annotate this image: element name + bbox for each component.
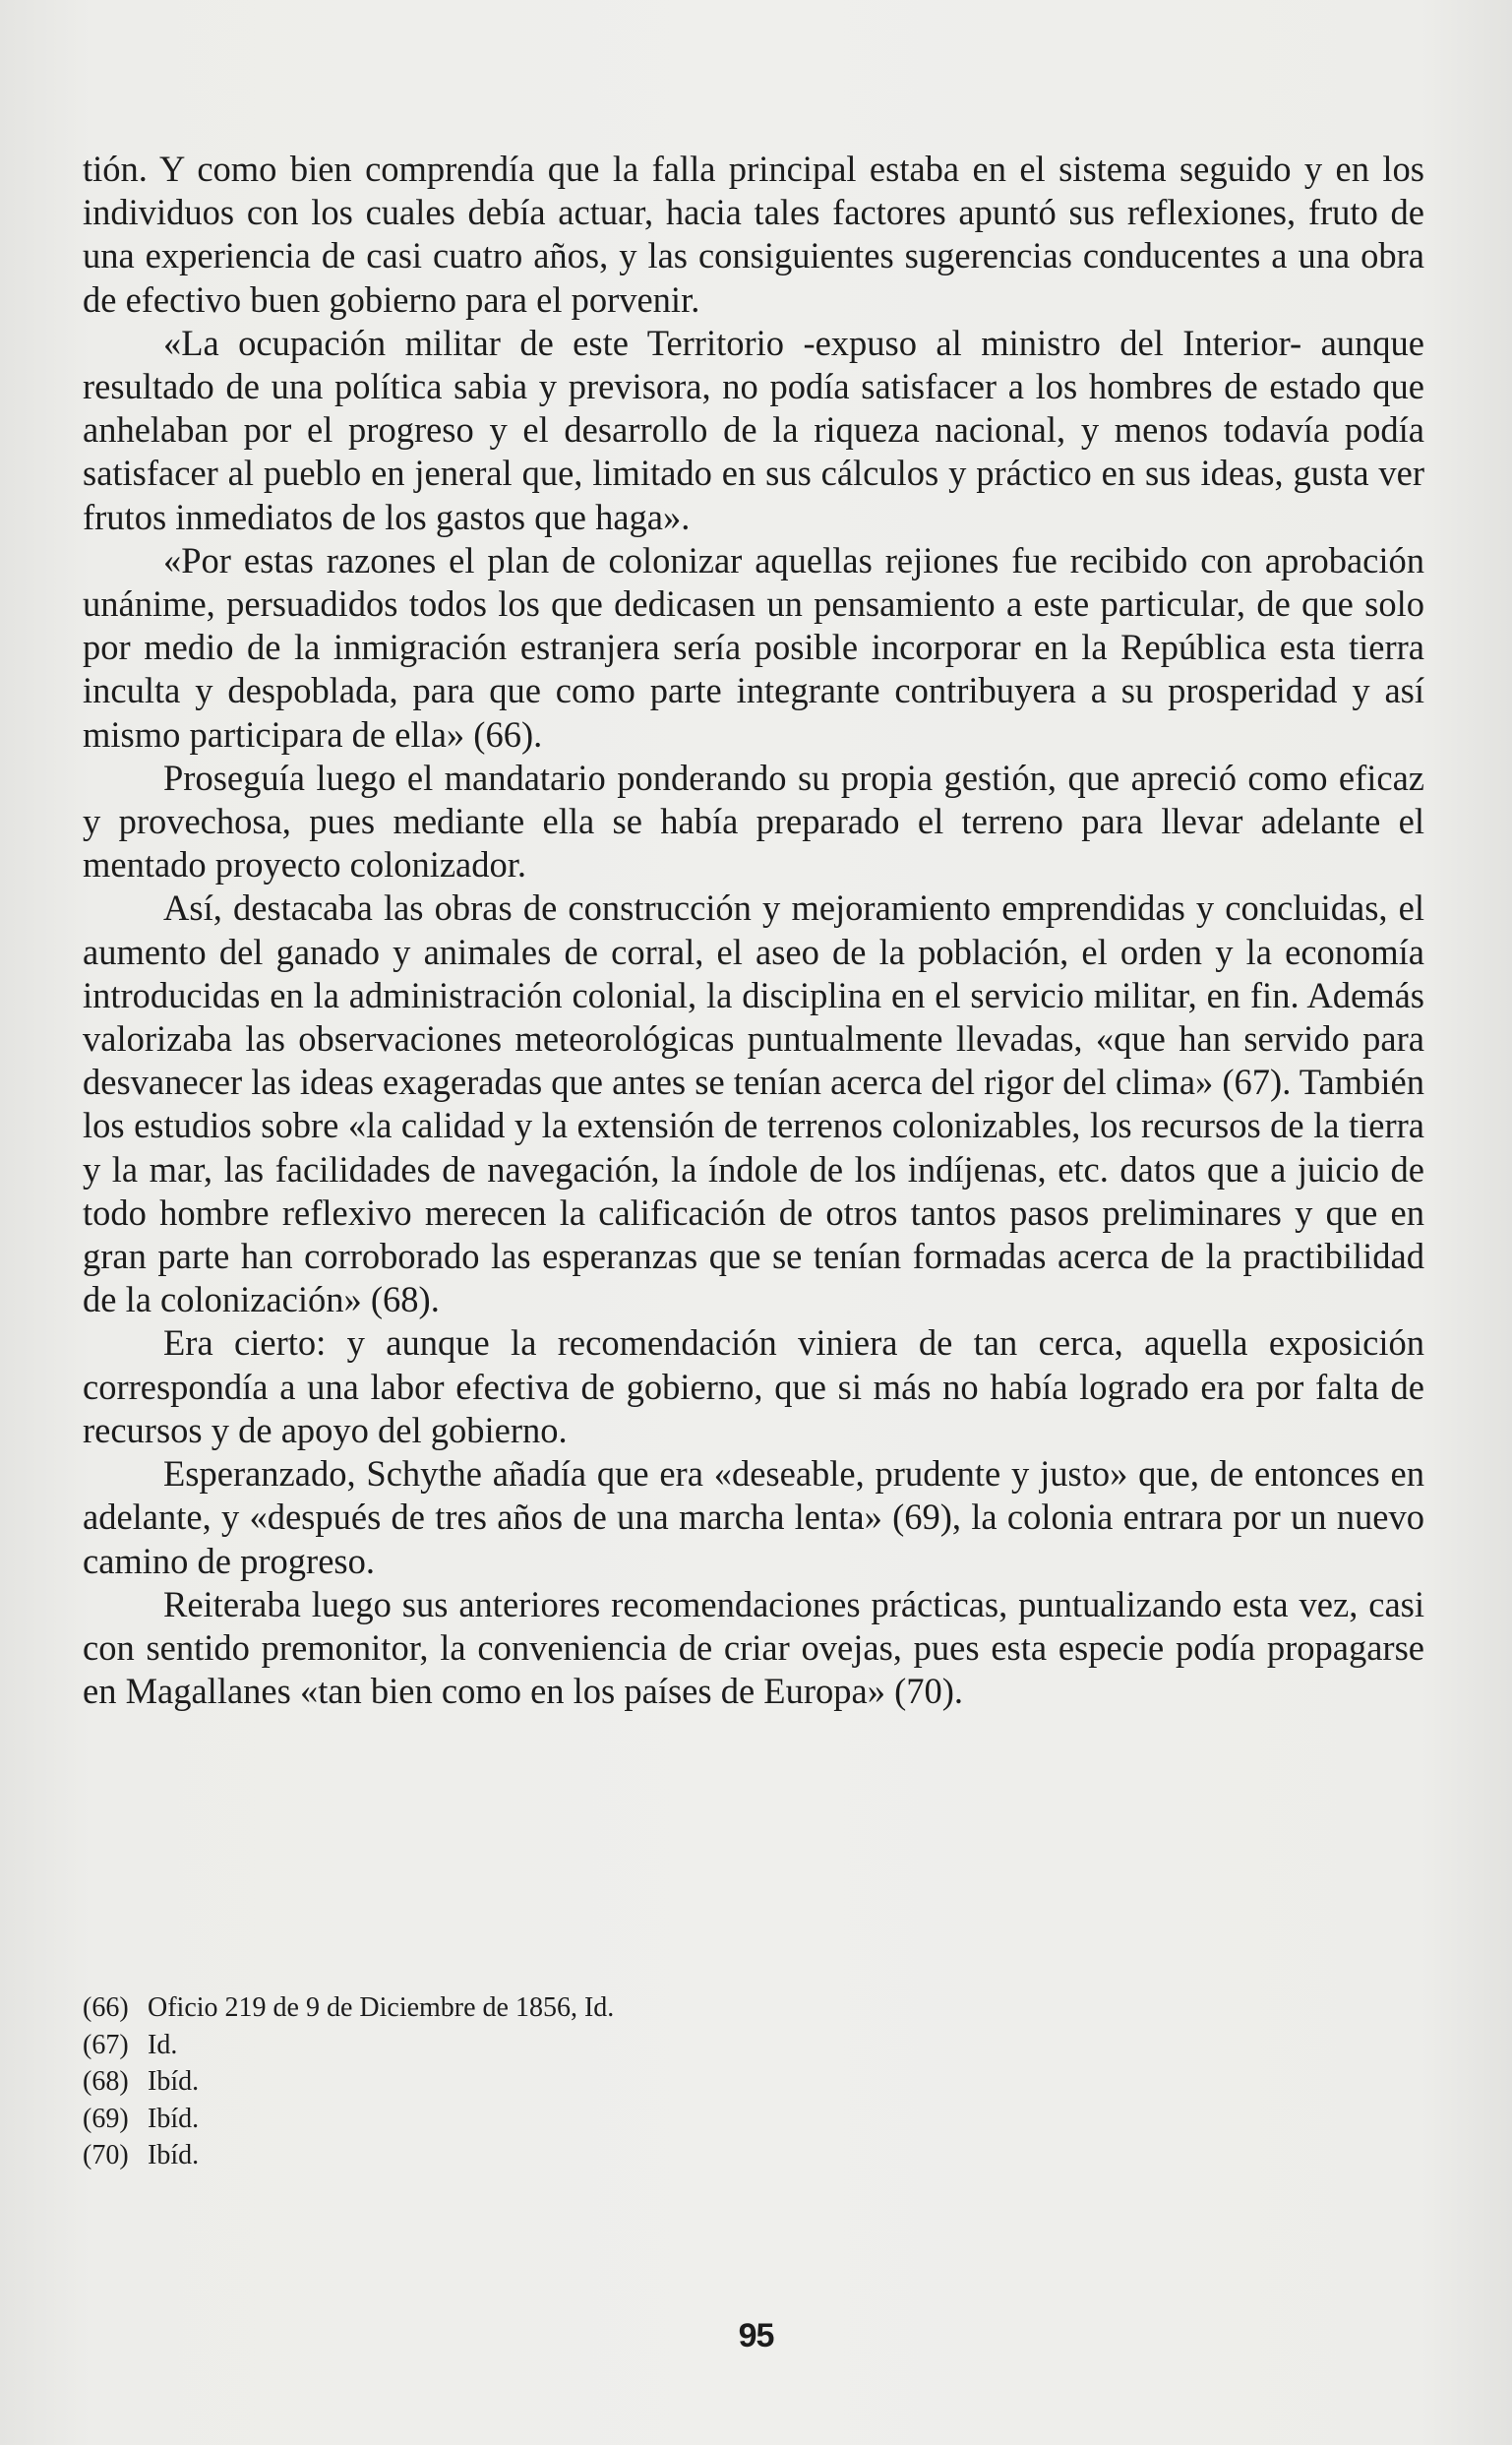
footnote-text: Id. xyxy=(148,2029,178,2060)
paragraph-continuation: tión. Y como bien comprendía que la falla principal estaba en el sistema seguido y en los individuos con los cuales debía actuar, hacia tales factores apuntó sus reflexiones, fruto de una experiencia de casi cuatro años, y las consiguientes sugerencias conducentes a una obra de efectivo buen gobierno para el porvenir. xyxy=(83,149,1424,320)
footnote-number: (66) xyxy=(83,1992,129,2023)
footnote xyxy=(83,1989,1066,2027)
footnote-number: (68) xyxy=(83,2066,129,2097)
paragraph-destacaba: Así, destacaba las obras de construcción y mejoramiento emprendidas y concluidas, el aumento del ganado y animales de corral, el aseo de la población, el orden y la economía introducidas en la administración colonial, la disciplina en el servicio militar, en fin. Además valorizaba las observaciones meteorológicas puntualmente llevadas, «que han servido para desvanecer las ideas exageradas que antes se tenían acerca del rigor del clima» (67). También los estudios sobre «la calidad y la extensión de terrenos colonizables, los recursos de la tierra y la mar, las facilidades de navegación, la índole de los indíjenas, etc. datos que a juicio de todo hombre reflexivo merecen la calificación de otros tantos pasos preliminares y que en gran parte han corroborado las esperanzas que se tenían formadas acerca de la practibilidad de la colonización» (68). xyxy=(83,887,1424,1320)
footnote xyxy=(83,2101,1066,2138)
footnote-text: Oficio 219 de 9 de Diciembre de 1856, Id. xyxy=(148,1992,615,2023)
footnote-number: (69) xyxy=(83,2103,129,2134)
page-number: 95 xyxy=(738,2317,774,2354)
footnote xyxy=(83,2027,1066,2064)
footnote-number: (67) xyxy=(83,2029,129,2060)
paragraph-quote-interior: «La ocupación militar de este Territorio -expuso al ministro del Interior- aunque resultado de una política sabia y previsora, no podía satisfacer a los hombres de estado que anhelaban por el progreso y el desarrollo de la riqueza nacional, y menos todavía podía satisfacer al pueblo en jeneral que, limitado en sus cálculos y práctico en sus ideas, gusta ver frutos inmediatos de los gastos que haga». xyxy=(83,322,1424,537)
paragraph-reiteraba: Reiteraba luego sus anteriores recomendaciones prácticas, puntualizando esta vez, casi con sentido premonitor, la conveniencia de criar ovejas, pues esta especie podía propagarse en Magallanes «tan bien como en los países de Europa» (70). xyxy=(83,1583,1424,1712)
footnote-text: Ibíd. xyxy=(148,2103,200,2134)
footnote-text: Ibíd. xyxy=(148,2066,200,2097)
footnote-number: (70) xyxy=(83,2140,129,2170)
paragraph-era-cierto: Era cierto: y aunque la recomendación viniera de tan cerca, aquella exposición correspondía a una labor efectiva de gobierno, que si más no había logrado era por falta de recursos y de apoyo del gobierno. xyxy=(83,1322,1424,1450)
paragraph-esperanzado: Esperanzado, Schythe añadía que era «deseable, prudente y justo» que, de entonces en adelante, y «después de tres años de una marcha lenta» (69), la colonia entrara por un nuevo camino de progreso. xyxy=(83,1453,1424,1581)
footnote xyxy=(83,2063,1066,2101)
footnote-text: Ibíd. xyxy=(148,2140,200,2170)
footnote xyxy=(83,2137,1066,2174)
footnotes xyxy=(83,1989,1066,2174)
paragraph-proseguia: Proseguía luego el mandatario ponderando su propia gestión, que apreció como eficaz y provechosa, pues mediante ella se había preparado el terreno para llevar adelante el mentado proyecto colonizador. xyxy=(83,757,1424,886)
body-text xyxy=(83,148,1424,1713)
paragraph-quote-colonizar: «Por estas razones el plan de colonizar aquellas rejiones fue recibido con aprobación unánime, persuadidos todos los que dedicasen un pensamiento a este particular, de que solo por medio de la inmigración estranjera sería posible incorporar en la República esta tierra inculta y despoblada, para que como parte integrante contribuyera a su prosperidad y así mismo participara de ella» (66). xyxy=(83,539,1424,755)
